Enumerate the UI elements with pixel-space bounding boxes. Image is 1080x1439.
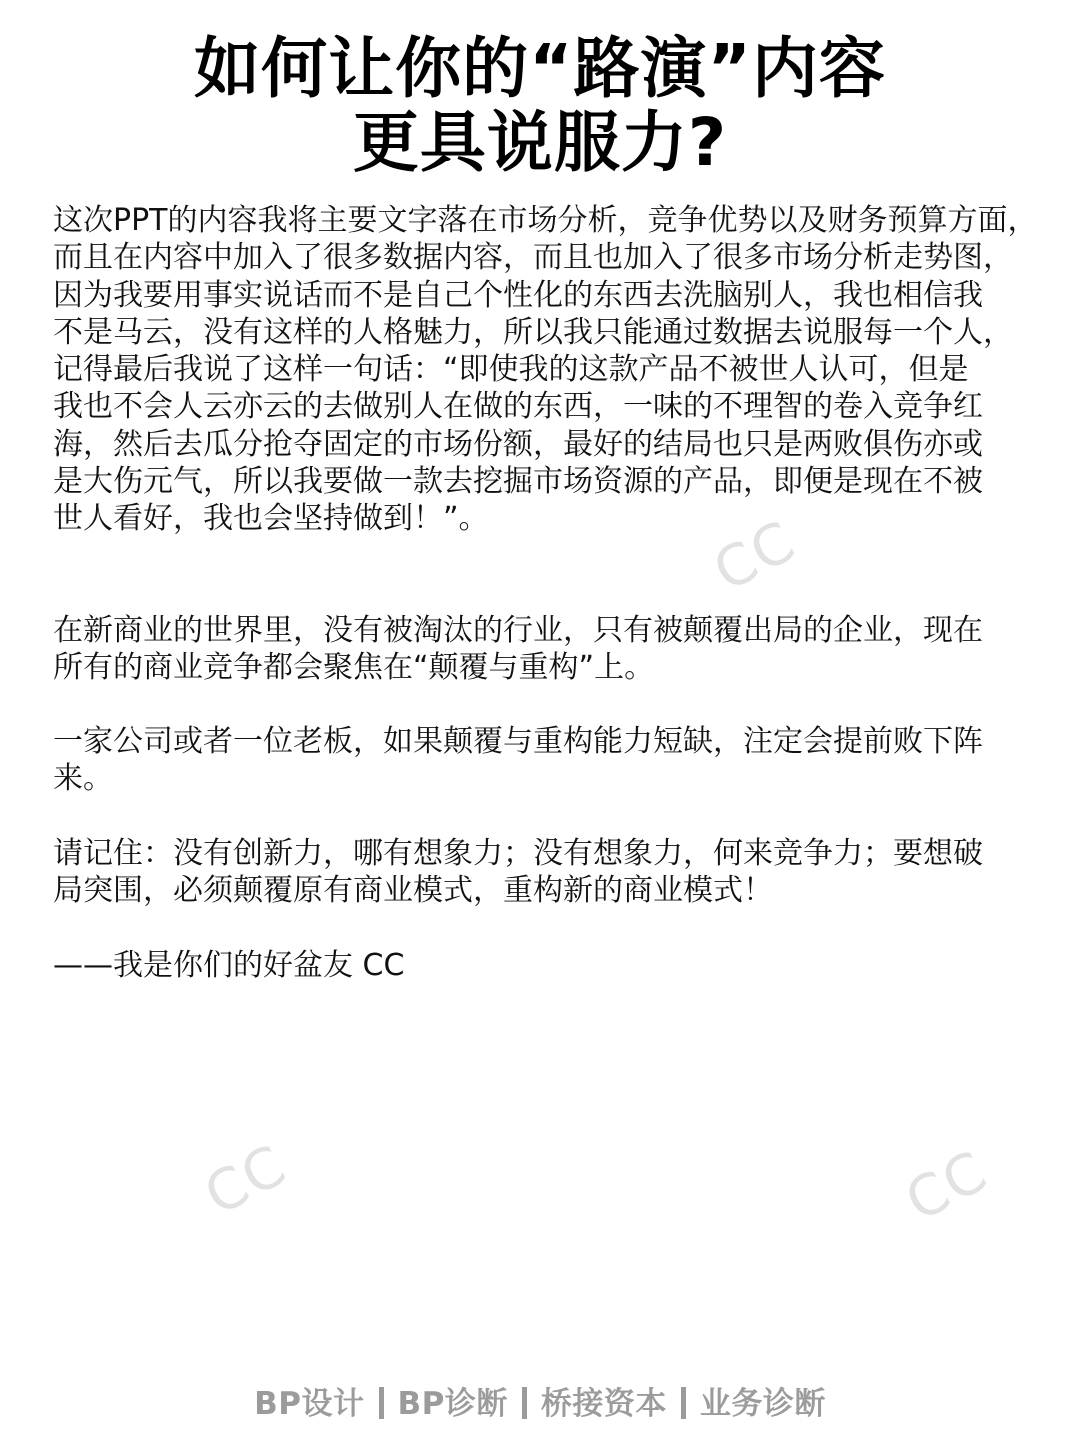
text-line: 来。 (53, 761, 113, 797)
paragraph-new-business (53, 612, 1043, 687)
footer-item-business-diagnosis: 业务诊断 (699, 1386, 826, 1422)
page-title (0, 32, 1080, 180)
text-line: 我也不会人云亦云的去做别人在做的东西，一味的不理智的卷入竞争红 (53, 389, 983, 425)
text-line: 记得最后我说了这样一句话：“即使我的这款产品不被世人认可，但是 (53, 352, 969, 388)
text-line: 而且在内容中加入了很多数据内容，而且也加入了很多市场分析走势图， (53, 240, 1013, 276)
watermark: CC (895, 1138, 999, 1235)
divider (379, 1387, 384, 1419)
watermark: CC (194, 1132, 298, 1229)
text-line: 在新商业的世界里，没有被淘汰的行业，只有被颠覆出局的企业，现在 (53, 613, 983, 648)
title-line-2: 更具说服力? (352, 104, 728, 181)
text-line: 一家公司或者一位老板，如果颠覆与重构能力短缺，注定会提前败下阵 (53, 724, 983, 759)
footer-services (0, 1378, 1080, 1423)
text-line: 不是马云，没有这样的人格魅力，所以我只能通过数据去说服每一个人， (53, 314, 1013, 350)
signature-line (53, 947, 1043, 984)
text-line: 是大伤元气，所以我要做一款去挖掘市场资源的产品，即便是现在不被 (53, 464, 983, 500)
text-line: 世人看好，我也会坚持做到！”。 (53, 501, 489, 537)
text-line: ——我是你们的好盆友 CC (53, 948, 405, 983)
footer-item-bp-design: BP设计 (254, 1386, 365, 1422)
footer-item-bp-diagnosis: BP诊断 (397, 1386, 508, 1422)
divider (681, 1387, 686, 1419)
text-line: 局突围，必须颠覆原有商业模式，重构新的商业模式！ (53, 873, 773, 909)
divider (522, 1387, 527, 1419)
text-line: 请记住：没有创新力，哪有想象力；没有想象力，何来竞争力；要想破 (53, 836, 983, 871)
paragraph-roadshow-story (53, 202, 1043, 538)
text-line: 海，然后去瓜分抢夺固定的市场份额，最好的结局也只是两败俱伤亦或 (53, 426, 983, 462)
watermark: CC (703, 508, 807, 605)
title-line-1: 如何让你的“路演”内容 (194, 30, 886, 107)
text-line: 所有的商业竞争都会聚焦在“颠覆与重构”上。 (53, 650, 655, 686)
text-line: 这次PPT的内容我将主要文字落在市场分析，竞争优势以及财务预算方面， (53, 203, 1038, 238)
footer-item-bridge-capital: 桥接资本 (540, 1386, 667, 1422)
text-line: 因为我要用事实说话而不是自己个性化的东西去洗脑别人，我也相信我 (53, 277, 983, 313)
paragraph-remember (53, 835, 1043, 910)
paragraph-company-boss (53, 723, 1043, 798)
